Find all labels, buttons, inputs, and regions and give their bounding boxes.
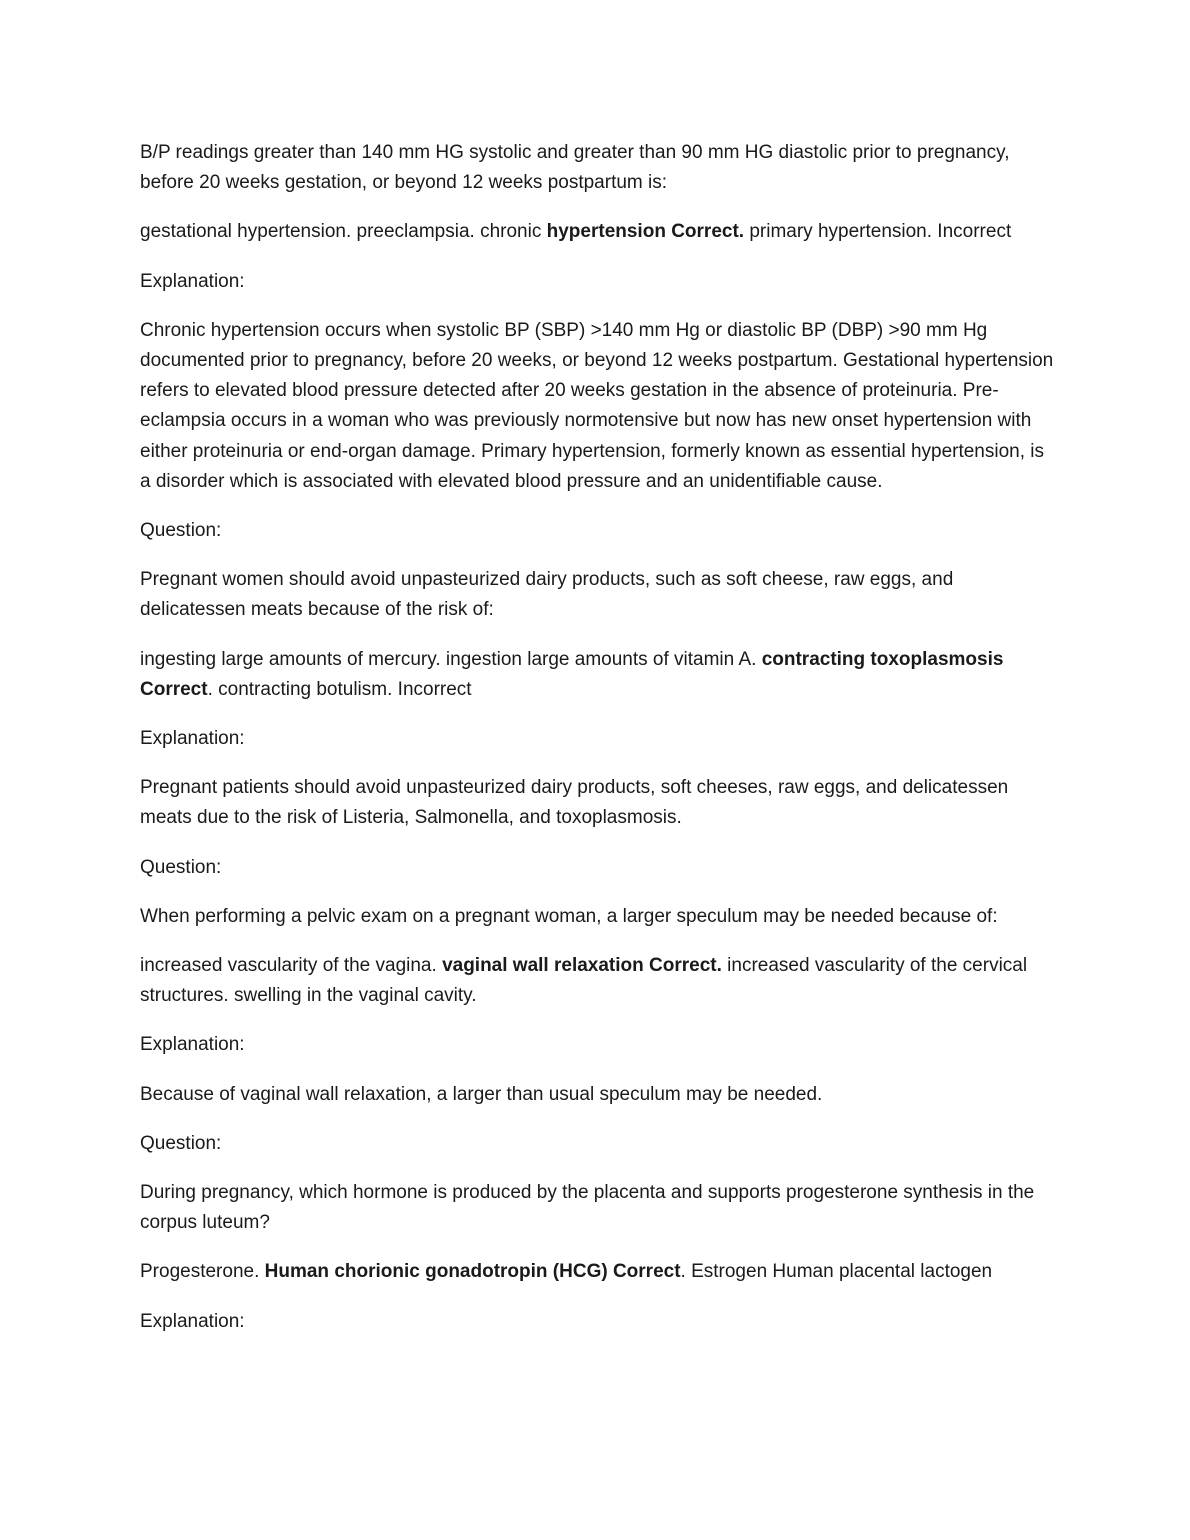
explanation-label: Explanation:	[140, 1034, 245, 1056]
answer-choices	[140, 1257, 1055, 1287]
question-label: Question:	[140, 520, 222, 542]
question-label: Question:	[140, 1132, 222, 1154]
question-text: When performing a pelvic exam on a pregnant woman, a larger speculum may be needed because of:	[140, 905, 998, 927]
correct-answer: hypertension Correct.	[546, 221, 745, 243]
choices-text: gestational hypertension. preeclampsia. chronic	[140, 221, 547, 243]
question-text: B/P readings greater than 140 mm HG systolic and greater than 90 mm HG diastolic prior to pregnancy, before 20 weeks gestation, or beyond 12 weeks postpartum is:	[140, 142, 1010, 194]
question-text: During pregnancy, which hormone is produced by the placenta and supports progesterone synthesis in the corpus luteum?	[140, 1182, 1035, 1234]
choices-text: increased vascularity of the vagina.	[140, 955, 443, 977]
choices-text: increased vascularity of the cervical structures. swelling in the vaginal cavity.	[140, 955, 1028, 1007]
explanation-text: Because of vaginal wall relaxation, a larger than usual speculum may be needed.	[140, 1083, 823, 1105]
choices-text: primary hypertension. Incorrect	[744, 221, 1012, 243]
question-text: Pregnant women should avoid unpasteurized dairy products, such as soft cheese, raw eggs, and delicatessen meats because of the risk of:	[140, 569, 954, 621]
document-page	[140, 138, 1055, 1356]
explanation-text: Pregnant patients should avoid unpasteurized dairy products, soft cheeses, raw eggs, and delicatessen meats due to the risk of Listeria, Salmonella, and toxoplasmosis.	[140, 777, 1009, 829]
answer-choices	[140, 951, 1055, 1011]
explanation-label: Explanation:	[140, 1310, 245, 1332]
choices-text: Progesterone.	[140, 1261, 265, 1283]
choices-text: . contracting botulism. Incorrect	[207, 678, 472, 700]
question-label: Question:	[140, 856, 222, 878]
explanation-text: Chronic hypertension occurs when systolic BP (SBP) >140 mm Hg or diastolic BP (DBP) >90 mm Hg documented prior to pregnancy, before 20 weeks, or beyond 12 weeks postpartum. Gestational hypertension refers to elevated blood pressure detected after 20 weeks gestation in the absence of proteinuria. Pre-eclampsia occurs in a woman who was previously normotensive but now has new onset hypertension with either proteinuria or end-organ damage. Primary hypertension, formerly known as essential hypertension, is a disorder which is associated with elevated blood pressure and an unidentifiable cause.	[140, 319, 1054, 492]
explanation-label: Explanation:	[140, 270, 245, 292]
choices-text: . Estrogen Human placental lactogen	[680, 1261, 993, 1283]
correct-answer: vaginal wall relaxation Correct.	[442, 955, 722, 977]
correct-answer: Human chorionic gonadotropin (HCG) Correct	[264, 1261, 681, 1283]
choices-text: ingesting large amounts of mercury. ingestion large amounts of vitamin A.	[140, 648, 762, 670]
answer-choices	[140, 217, 1055, 247]
correct-answer: contracting toxoplasmosis Correct	[140, 648, 1004, 700]
explanation-label: Explanation:	[140, 728, 245, 750]
answer-choices	[140, 645, 1055, 705]
